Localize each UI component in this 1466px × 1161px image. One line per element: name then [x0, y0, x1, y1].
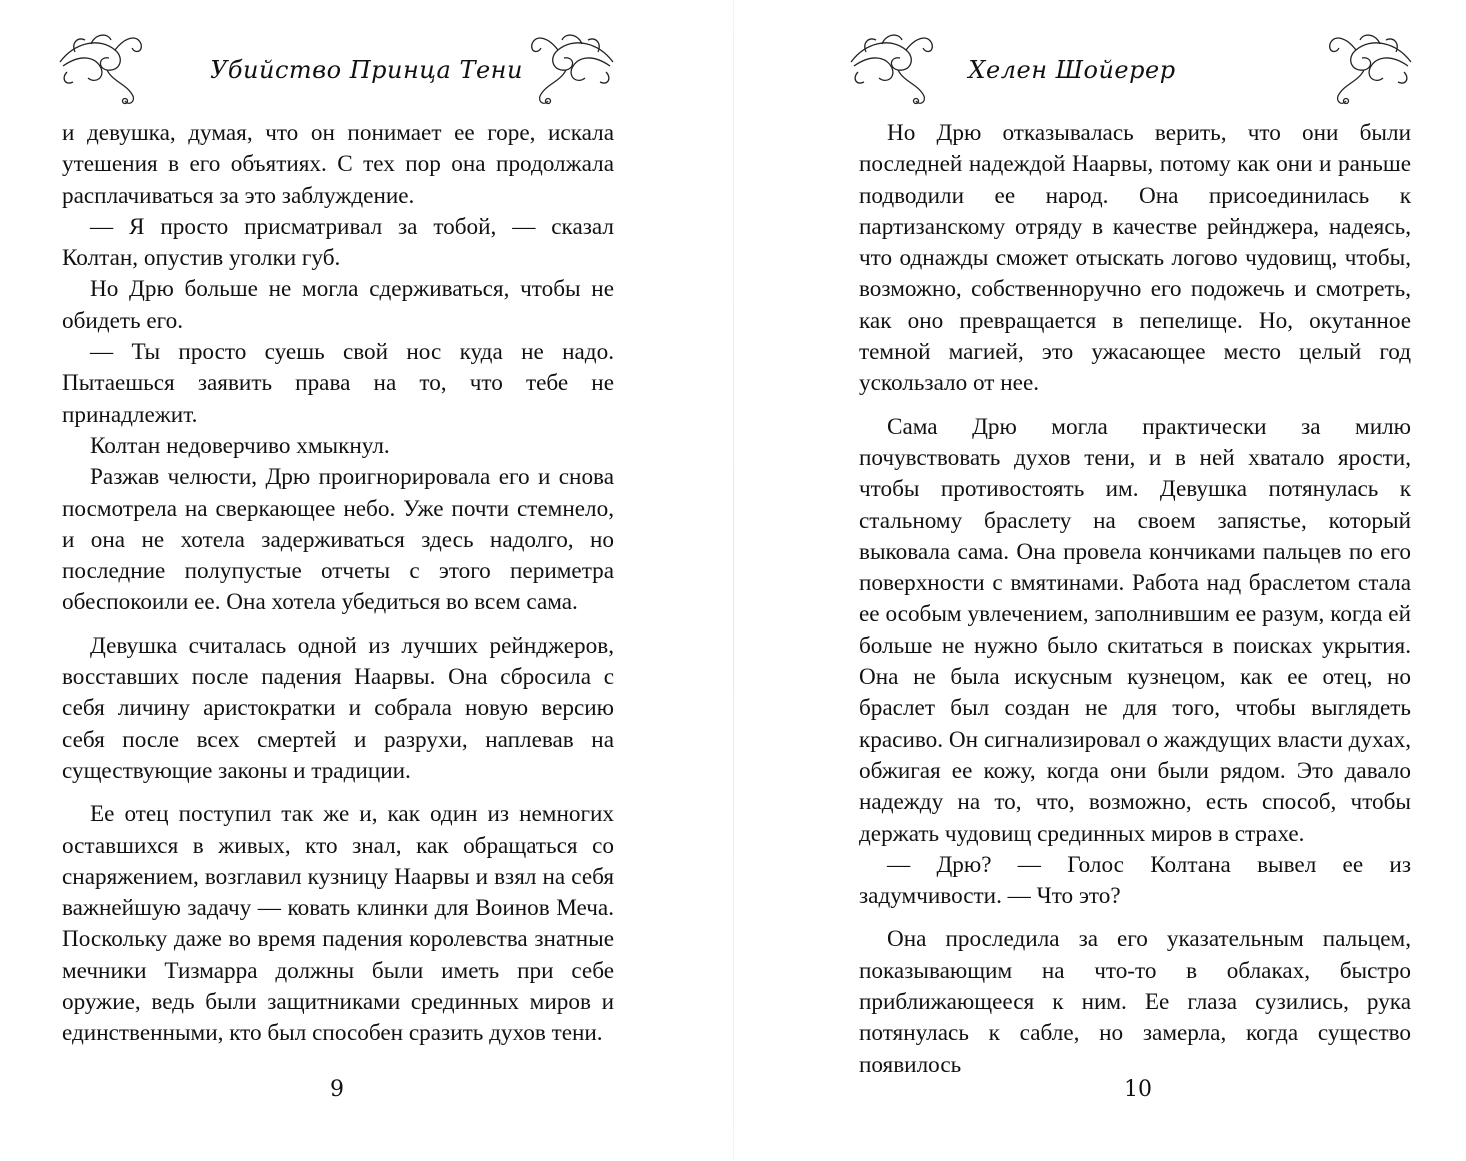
paragraph: Ее отец поступил так же и, как один из немногих оставшихся в живых, кто знал, как обращаться со снаряжением, возглавил кузницу Наарвы и взял на себя важнейшую задачу — ковать клинки для Воинов Меча. Поскольку даже во время падения королевства знатные мечники Тизмарра должны были иметь при себе оружие, ведь были защитниками срединных миров и единственными, кто был способен сразить духов тени. [62, 801, 614, 1047]
paragraph: Но Дрю отказывалась верить, что они были последней надеждой Наарвы, потому как они и раньше подводили ее народ. Она присоединилась к партизанскому отряду в качестве рейнджера, надеясь, что однажды сможет отыскать логово чудовищ, чтобы, возможно, собственноручно его подожечь и смотреть, как оно превращается в пепелище. Но, окутанное темной магией, это ужасающее место целый год ускользало от нее. [859, 120, 1411, 397]
paragraph: — Я просто присматривал за тобой, — сказал Колтан, опустив уголки губ. [62, 213, 614, 272]
paragraph: — Дрю? — Голос Колтана вывел ее из задумчивости. — Что это? [859, 851, 1411, 910]
paragraph: Но Дрю больше не могла сдерживаться, чтобы не обидеть его. [62, 276, 614, 334]
running-head: Хелен Шойерер [968, 56, 1176, 84]
page-number: 9 [330, 1077, 344, 1102]
body-text [62, 118, 614, 1050]
body-text [859, 118, 1411, 1081]
paragraph: Девушка считалась одной из лучших рейнджеров, восставших после падения Наарвы. Она сбросила с себя личину аристократки и собрала новую версию себя после всех смертей и разрухи, наплевав на существующие законы и традиции. [62, 632, 614, 784]
paragraph: Она проследила за его указательным пальцем, показывающим на что-то в облаках, быстро приближающееся к ним. Ее глаза сузились, рука потянулась к сабле, но замерла, когда существо появилось [859, 926, 1411, 1078]
running-head: Убийство Принца Тени [210, 56, 523, 84]
paragraph: — Ты просто суешь свой нос куда не надо. Пытаешься заявить права на то, что тебе не принадлежит. [62, 339, 614, 428]
page-number: 10 [1124, 1077, 1152, 1102]
paragraph: Разжав челюсти, Дрю проигнорировала его и снова посмотрела на сверкающее небо. Уже почти стемнело, и она не хотела задерживаться здесь надолго, но последние полупустые отчеты с этого периметра обеспокоили ее. Она хотела убедиться во всем сама. [62, 464, 614, 616]
paragraph: и девушка, думая, что он понимает ее горе, искала утешения в его объятиях. С тех пор она продолжала расплачиваться за это заблуждение. [62, 120, 614, 209]
paragraph: Колтан недоверчиво хмыкнул. [90, 432, 390, 459]
right-page [734, 0, 1466, 1161]
paragraph: Сама Дрю могла практически за милю почувствовать духов тени, и в ней хватало ярости, чтобы противостоять им. Девушка потянулась к стальному браслету на своем запястье, который выковала сама. Она провела кончиками пальцев по его поверхности с вмятинами. Работа над браслетом стала ее особым увлечением, заполнившим ее разум, когда ей больше не нужно было скитаться в поисках укрытия. Она не была искусным кузнецом, как ее отец, но браслет был создан не для того, чтобы выглядеть красиво. Он сигнализировал о жаждущих власти духах, обжигая ее кожу, когда они были рядом. Это давало надежду на то, что, возможно, есть способ, чтобы держать чудовищ срединных миров в страхе. [859, 413, 1411, 847]
